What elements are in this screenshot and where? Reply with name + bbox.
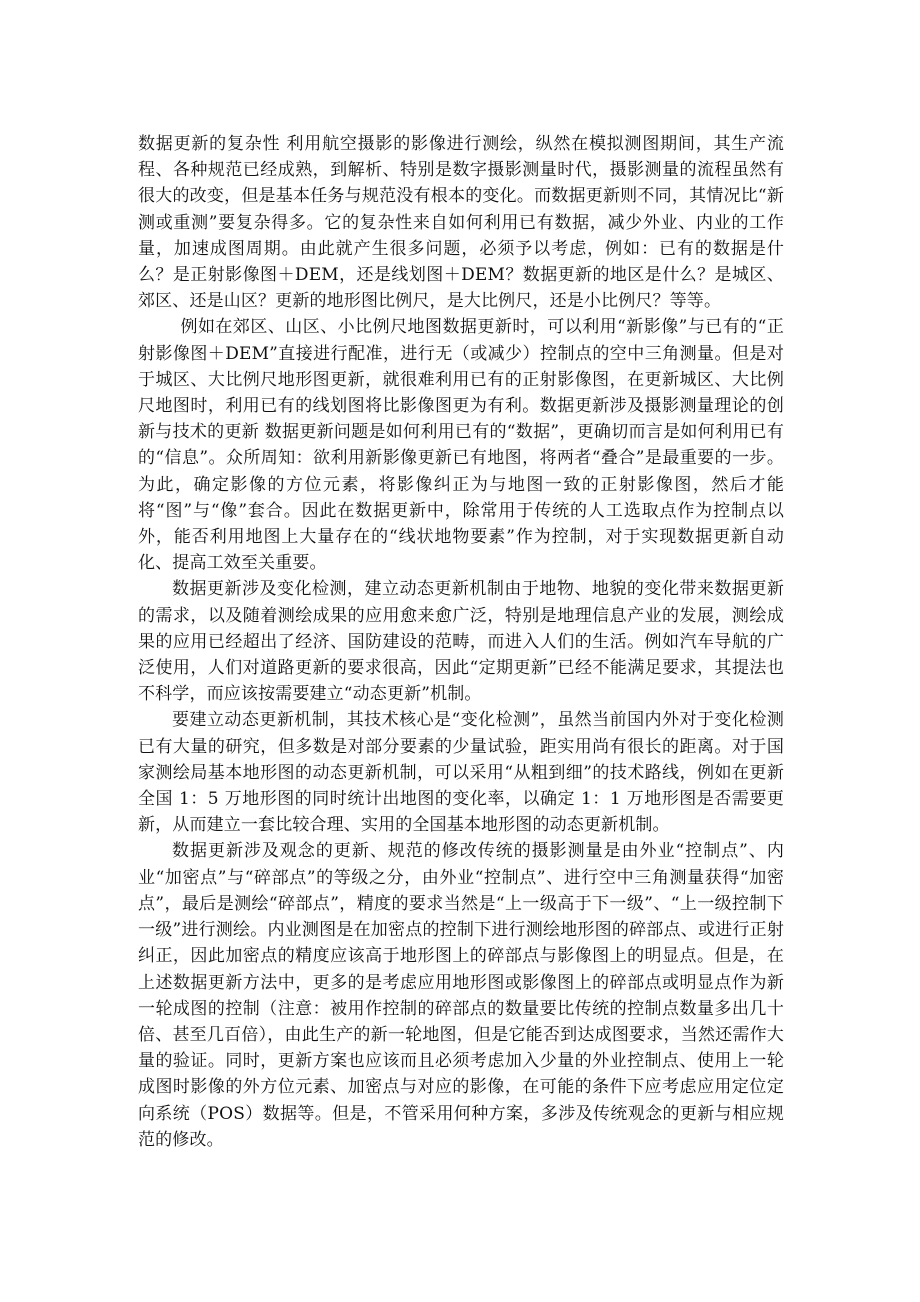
paragraph-dynamic-update-mechanism: 要建立动态更新机制，其技术核心是“变化检测”，虽然当前国内外对于变化检测已有大量的研究，但多数是对部分要素的少量试验，距实用尚有很长的距离。对于国家测绘局基本地形图的动态更新机制，可以采用“从粗到细”的技术路线，例如在更新全国 1：5 万地形图的同时统计出地图的变化率，以确定 1：1 万地形图是否需要更新，从而建立一套比较合理、实用的全国基本地形图的动态更新机制。 <box>138 710 784 836</box>
paragraph-registration-methods: 例如在郊区、山区、小比例尺地图数据更新时，可以利用“新影像”与已有的“正射影像图＋DEM”直接进行配准，进行无（或减少）控制点的空中三角测量。但是对于城区、大比例尺地形图更新，就很难利用已有的正射影像图，在更新城区、大比例尺地图时，利用已有的线划图将比影像图更为有利。数据更新涉及摄影测量理论的创新与技术的更新 数据更新问题是如何利用已有的“数据”，更确切而言是如何利用已有的“信息”。众所周知：欲利用新影像更新已有地图，将两者“叠合”是最重要的一步。为此，确定影像的方位元素，将影像纠正为与地图一致的正射影像图，然后才能将“图”与“像”套合。因此在数据更新中，除常用于传统的人工选取点作为控制点以外，能否利用地图上大量存在的“线状地物要素”作为控制，对于实现数据更新自动化、提高工效至关重要。 <box>138 317 784 574</box>
paragraph-change-detection: 数据更新涉及变化检测，建立动态更新机制由于地物、地貌的变化带来数据更新的需求，以及随着测绘成果的应用愈来愈广泛，特别是地理信息产业的发展，测绘成果的应用已经超出了经济、国防建设的范畴，而进入人们的生活。例如汽车导航的广泛使用，人们对道路更新的要求很高，因此“定期更新”已经不能满足要求，其提法也不科学，而应该按需要建立“动态更新”机制。 <box>138 579 784 705</box>
paragraph-concept-and-standards: 数据更新涉及观念的更新、规范的修改传统的摄影测量是由外业“控制点”、内业“加密点”与“碎部点”的等级之分，由外业“控制点”、进行空中三角测量获得“加密点”，最后是测绘“碎部点”，精度的要求当然是“上一级高于下一级”、“上一级控制下一级”进行测绘。内业测图是在加密点的控制下进行测绘地形图的碎部点、或进行正射纠正，因此加密点的精度应该高于地形图上的碎部点与影像图上的明显点。但是，在上述数据更新方法中，更多的是考虑应用地形图或影像图上的碎部点或明显点作为新一轮成图的控制（注意：被用作控制的碎部点的数量要比传统的控制点数量多出几十倍、甚至几百倍），由此生产的新一轮地图，但是它能否到达成图要求，当然还需作大量的验证。同时，更新方案也应该而且必须考虑加入少量的外业控制点、使用上一轮成图时影像的外方位元素、加密点与对应的影像，在可能的条件下应考虑应用定位定向系统（POS）数据等。但是，不管采用何种方案，多涉及传统观念的更新与相应规范的修改。 <box>138 841 784 1150</box>
document-body <box>138 131 784 1153</box>
paragraph-data-update-complexity: 数据更新的复杂性 利用航空摄影的影像进行测绘，纵然在模拟测图期间，其生产流程、各种规范已经成熟，到解析、特别是数字摄影测量时代，摄影测量的流程虽然有很大的改变，但是基本任务与规范没有根本的变化。而数据更新则不同，其情况比“新测或重测”要复杂得多。它的复杂性来自如何利用已有数据，减少外业、内业的工作量，加速成图周期。由此就产生很多问题，必须予以考虑，例如：已有的数据是什么？是正射影像图＋DEM，还是线划图＋DEM？数据更新的地区是什么？是城区、郊区、还是山区？更新的地形图比例尺，是大比例尺，还是小比例尺？等等。 <box>138 134 784 312</box>
